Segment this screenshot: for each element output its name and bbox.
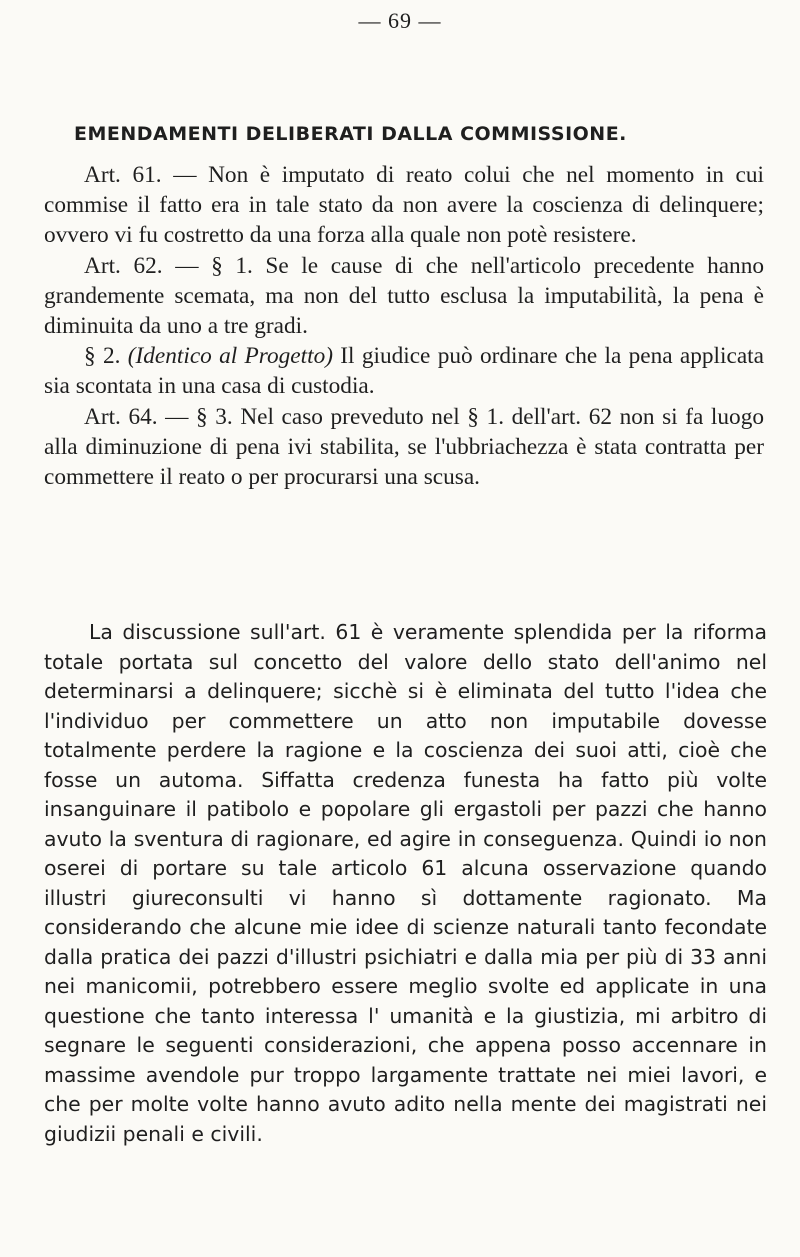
article-62-p2-note: (Identico al Progetto): [127, 343, 333, 370]
amendment-articles: [44, 160, 764, 492]
article-61: [44, 160, 764, 251]
article-64-text: Art. 64. — § 3. Nel caso preveduto nel § 1. dell'art. 62 non si fa luogo alla diminuzione di pena ivi stabilita, se l'ubbriachezza è stata contratta per commettere il reato o per procurarsi una scusa.: [44, 403, 764, 491]
article-62-p2-text: Il giudice può ordinare che la pena applicata sia scontata in una casa di custodia.: [44, 343, 764, 400]
article-62-p1-text: Art. 62. — § 1. Se le cause di che nell'articolo precedente hanno grandemente scemata, ma non del tutto esclusa la imputabilità, la pena è diminuita da uno a tre gradi.: [44, 252, 764, 340]
article-62-paragraph-2: [44, 341, 764, 401]
article-62-p2-prefix: § 2.: [84, 343, 128, 370]
article-62-paragraph-1: [44, 251, 764, 342]
discussion-text: La discussione sull'art. 61 è veramente splendida per la riforma totale portata sul concetto del valore dello stato dell'animo nel determinarsi a delinquere; sicchè si è eliminata del tutto l'idea che l'individuo per commettere un atto non imputabile dovesse totalmente perdere la ragione e la coscienza dei suoi atti, cioè che fosse un automa. Siffatta credenza funesta ha fatto più volte insanguinare il patibolo e popolare gli ergastoli per pazzi che hanno avuto la sventura di ragionare, ed agire in conseguenza. Quindi io non oserei di portare su tale articolo 61 alcuna osservazione quando illustri giureconsulti vi hanno sì dottamente ragionato. Ma considerando che alcune mie idee di scienze naturali tanto fecondate dalla pratica dei pazzi d'illustri psichiatri e dalla mia per più di 33 anni nei manicomii, potrebbero essere meglio svolte ed applicate in una questione che tanto interessa l' umanità e la giustizia, mi arbitro di segnare le seguenti considerazioni, che appena posso accennare in massime avendole pur troppo largamente trattate nei miei lavori, e che per molte volte hanno avuto adito nella mente dei magistrati nei giudizii penali e civili.: [44, 620, 767, 1146]
article-64: [44, 402, 764, 493]
page-number: — 69 —: [358, 8, 442, 33]
section-heading: EMENDAMENTI DELIBERATI DALLA COMMISSIONE.: [74, 123, 627, 145]
article-61-text: Art. 61. — Non è imputato di reato colui che nel momento in cui commise il fatto era in tale stato da non avere la coscienza di delinquere; ovvero vi fu costretto da una forza alla quale non potè resistere.: [44, 162, 764, 249]
discussion-paragraph: [44, 618, 767, 1149]
